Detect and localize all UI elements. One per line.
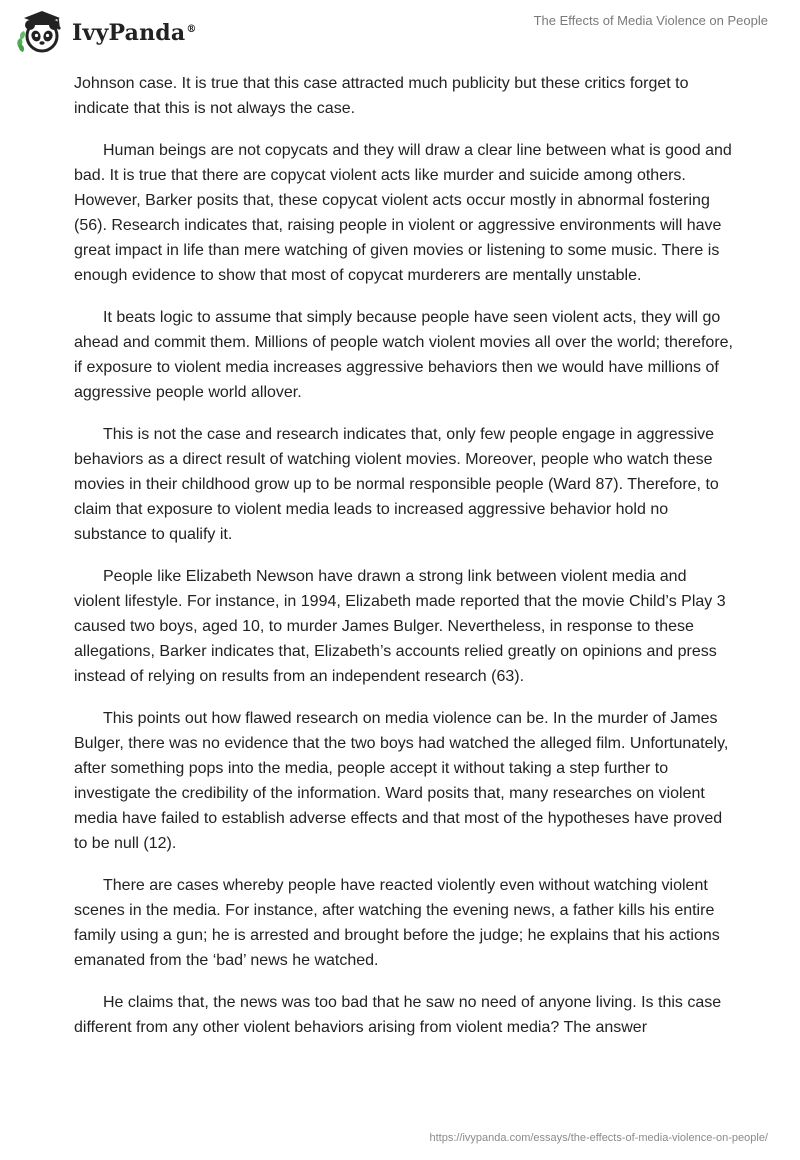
page-header: [0, 0, 800, 62]
paragraph: People like Elizabeth Newson have drawn a strong link between violent media and violent lifestyle. For instance, in 1994, Elizabeth made reported that the movie Child’s Play 3 caused two boys, aged 10, to murder James Bulger. Nevertheless, in response to these allegations, Barker indicates that, Elizabeth’s accounts relied greatly on opinions and press instead of relying on results from an independent research (63).: [74, 568, 726, 685]
paragraph: Human beings are not copycats and they will draw a clear line between what is good and bad. It is true that there are copycat violent acts like murder and suicide among others. However, Barker posits that, these copycat violent acts occur mostly in abnormal fostering (56). Research indicates that, raising people in violent or aggressive environments will have great impact in life than mere watching of given movies or listening to some music. There is enough evidence to show that most of copycat murderers are mentally unstable.: [74, 142, 732, 284]
paragraph: There are cases whereby people have reacted violently even without watching violent scenes in the media. For instance, after watching the evening news, a father kills his entire family using a gun; he is arrested and brought before the judge; he explains that his actions emanated from the ‘bad’ news he watched.: [74, 877, 720, 969]
ivypanda-logo[interactable]: [14, 8, 197, 56]
panda-graduate-icon: [14, 8, 66, 56]
source-url[interactable]: https://ivypanda.com/essays/the-effects-of-media-violence-on-people/: [429, 1132, 768, 1144]
essay-body: [74, 71, 734, 1057]
brand-name: [72, 20, 197, 46]
registered-mark: ®: [186, 23, 197, 35]
paragraph: It beats logic to assume that simply because people have seen violent acts, they will go ahead and commit them. Millions of people watch violent movies all over the world; therefore, if exposure to violent media increases aggressive behaviors then we would have millions of aggressive people world allover.: [74, 309, 733, 401]
paragraph: Johnson case. It is true that this case attracted much publicity but these critics forget to indicate that this is not always the case.: [74, 75, 689, 117]
paragraph: He claims that, the news was too bad that he saw no need of anyone living. Is this case different from any other violent behaviors arising from violent media? The answer: [74, 994, 722, 1036]
paragraph: This is not the case and research indicates that, only few people engage in aggressive behaviors as a direct result of watching violent movies. Moreover, people who watch these movies in their childhood grow up to be normal responsible people (Ward 87). Therefore, to claim that exposure to violent media leads to increased aggressive behavior hold no substance to qualify it.: [74, 426, 719, 543]
brand-label: IvyPanda: [72, 20, 186, 46]
document-title: The Effects of Media Violence on People: [533, 13, 768, 28]
paragraph: This points out how flawed research on media violence can be. In the murder of James Bulger, there was no evidence that the two boys had watched the alleged film. Unfortunately, after something pops into the media, people accept it without taking a step further to investigate the credibility of the information. Ward posits that, many researches on violent media have failed to establish adverse effects and that most of the hypotheses have proved to be null (12).: [74, 710, 729, 852]
